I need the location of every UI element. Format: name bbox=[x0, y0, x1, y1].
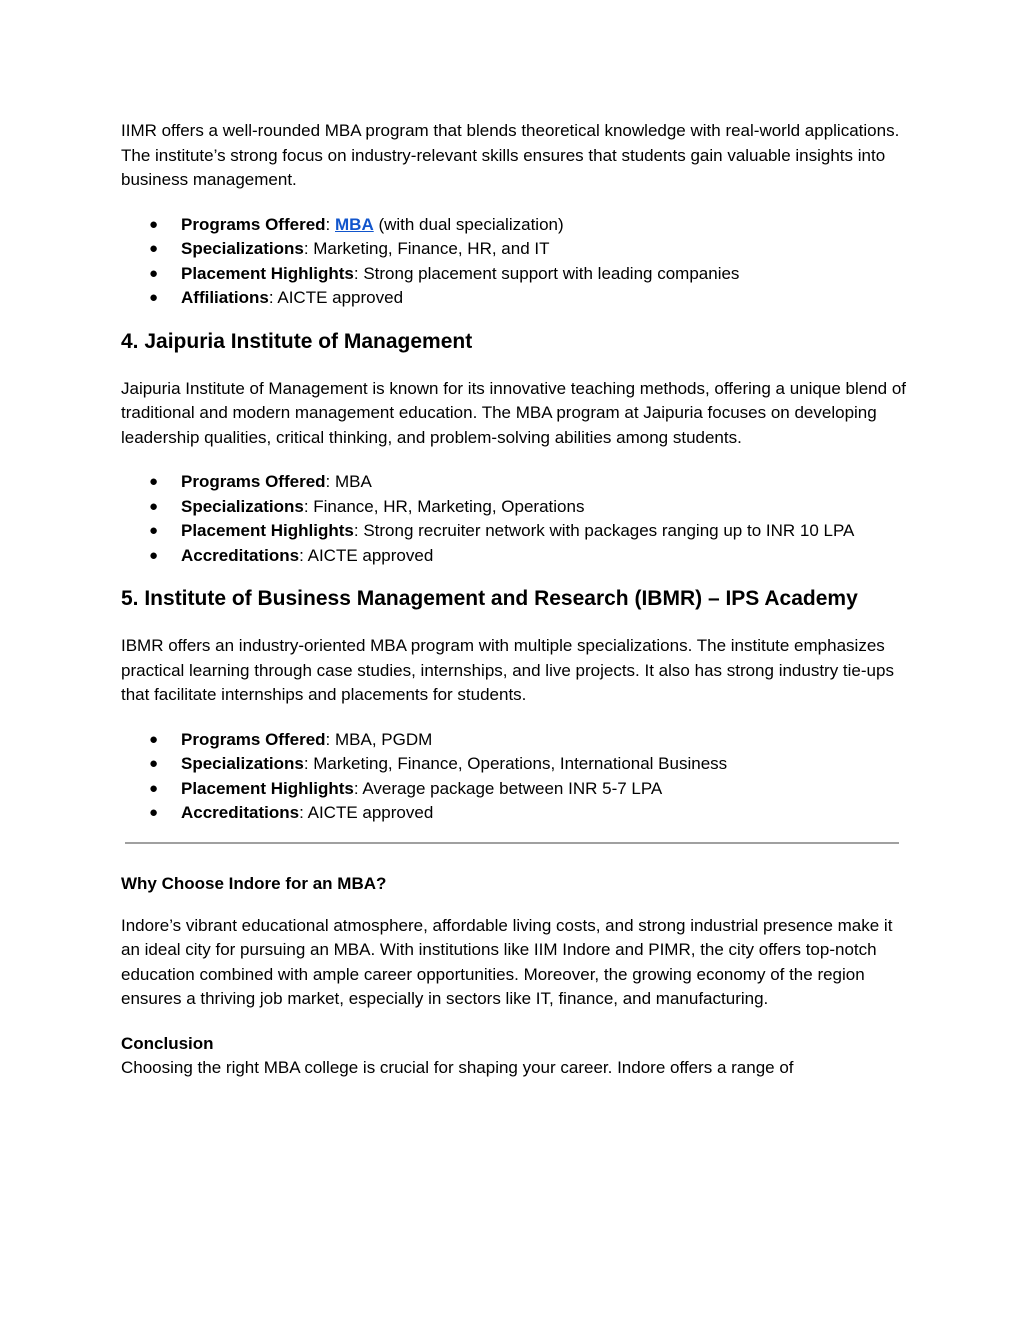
conclusion-paragraph: Choosing the right MBA college is crucial for shaping your career. Indore offers a range of bbox=[121, 1058, 794, 1077]
why-heading: Why Choose Indore for an MBA? bbox=[121, 873, 387, 893]
bullet-value: : Average package between INR 5-7 LPA bbox=[353, 778, 663, 798]
why-paragraph: Indore’s vibrant educational atmosphere, affordable living costs, and strong industrial presence make it an ideal city for pursuing an MBA. With institutions like IIM Indore and PIMR, the city offers top-notch education combined with ample career opportunities. Moreover, the growing economy of the region ensures a thriving job market, especially in sectors like IT, finance, and manufacturing. bbox=[121, 915, 893, 1008]
bullet-label: Placement Highlights bbox=[181, 778, 354, 798]
list-item bbox=[121, 544, 911, 569]
bullet-value: : Finance, HR, Marketing, Operations bbox=[303, 496, 585, 516]
bullet-value: : AICTE approved bbox=[268, 288, 404, 307]
bullet-icon: ● bbox=[149, 264, 159, 282]
intro-bullet-list bbox=[121, 213, 911, 311]
list-item bbox=[121, 262, 911, 287]
bullet-icon: ● bbox=[149, 497, 159, 515]
bullet-label: Accreditations bbox=[181, 545, 300, 565]
bullet-value: : Marketing, Finance, HR, and IT bbox=[303, 239, 550, 258]
section-heading-ibmr: 5. Institute of Business Management and Research (IBMR) – IPS Academy bbox=[121, 587, 858, 610]
bullet-label: Specializations bbox=[181, 496, 304, 516]
bullet-value: : MBA bbox=[325, 472, 372, 491]
bullet-value: : Marketing, Finance, Operations, International Business bbox=[303, 754, 728, 773]
bullet-icon: ● bbox=[149, 522, 159, 539]
bullet-label: Placement Highlights bbox=[181, 521, 354, 540]
section-heading-jaipuria: 4. Jaipuria Institute of Management bbox=[121, 329, 473, 353]
list-item bbox=[121, 801, 911, 826]
bullet-label: Programs Offered bbox=[181, 729, 326, 749]
horizontal-divider bbox=[125, 842, 899, 844]
bullet-icon: ● bbox=[149, 779, 159, 797]
document-page bbox=[121, 119, 911, 1081]
list-item: ● Programs Offered: MBA (with dual specialization) bbox=[121, 213, 911, 238]
bullet-value: : MBA, PGDM bbox=[325, 729, 433, 749]
conclusion-heading: Conclusion bbox=[121, 1033, 214, 1053]
list-item bbox=[121, 237, 911, 262]
bullet-label: Accreditations bbox=[181, 803, 300, 822]
list-item bbox=[121, 495, 911, 520]
bullet-value: (with dual specialization) bbox=[373, 214, 564, 234]
bullet-icon: ● bbox=[149, 289, 159, 306]
list-item bbox=[121, 470, 911, 495]
bullet-label: Placement Highlights bbox=[181, 263, 354, 283]
bullet-icon: ● bbox=[149, 755, 159, 772]
bullet-value: : AICTE approved bbox=[299, 803, 434, 822]
ibmr-bullet-list bbox=[121, 728, 911, 826]
list-item bbox=[121, 519, 911, 544]
bullet-icon: ● bbox=[149, 730, 159, 748]
bullet-label: Specializations bbox=[181, 239, 304, 258]
list-item bbox=[121, 286, 911, 311]
bullet-label: Programs Offered bbox=[181, 214, 326, 234]
list-item bbox=[121, 728, 911, 753]
list-item bbox=[121, 752, 911, 777]
bullet-label: Affiliations bbox=[181, 288, 269, 307]
bullet-icon: ● bbox=[149, 240, 159, 257]
ibmr-paragraph: IBMR offers an industry-oriented MBA program with multiple specializations. The institute emphasizes practical learning through case studies, internships, and live projects. It also has strong industry tie-ups that facilitate internships and placements for students. bbox=[121, 636, 894, 704]
mba-link[interactable]: MBA bbox=[335, 214, 374, 234]
list-item bbox=[121, 777, 911, 802]
bullet-icon: ● bbox=[149, 215, 159, 233]
jaipuria-paragraph: Jaipuria Institute of Management is known for its innovative teaching methods, offering a unique blend of traditional and modern management education. The MBA program at Jaipuria focuses on developing leadership qualities, critical thinking, and problem-solving abilities among students. bbox=[121, 378, 906, 447]
bullet-label: Programs Offered bbox=[181, 472, 326, 491]
bullet-icon: ● bbox=[149, 473, 159, 490]
bullet-value: : Strong recruiter network with packages ranging up to INR 10 LPA bbox=[353, 521, 855, 540]
bullet-value: : Strong placement support with leading companies bbox=[353, 263, 740, 283]
bullet-value: : AICTE approved bbox=[299, 545, 434, 565]
bullet-icon: ● bbox=[149, 546, 159, 564]
intro-paragraph: IIMR offers a well-rounded MBA program that blends theoretical knowledge with real-world applications. The institute’s strong focus on industry-relevant skills ensures that students gain valuable insights into business management. bbox=[121, 121, 900, 189]
bullet-icon: ● bbox=[149, 804, 159, 821]
jaipuria-bullet-list bbox=[121, 470, 911, 568]
bullet-label: Specializations bbox=[181, 754, 304, 773]
